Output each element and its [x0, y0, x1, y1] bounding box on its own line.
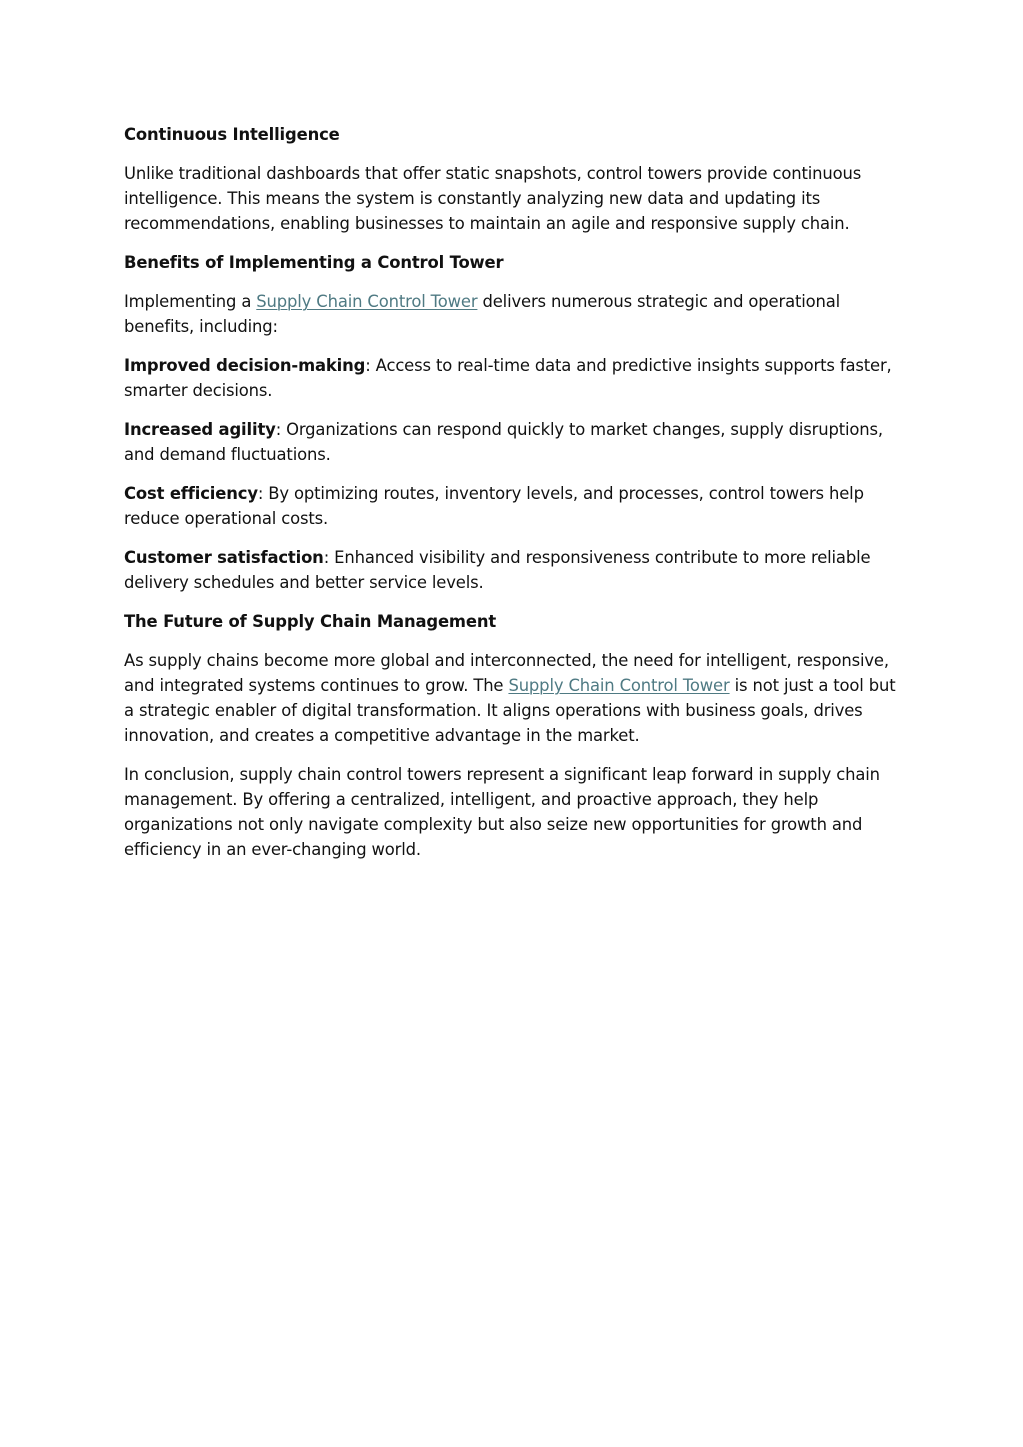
- benefit-term: Improved decision-making: [124, 356, 366, 375]
- future-text-after: is not just a tool but a strategic enabler of digital transformation. It aligns operations with business goals, drives innovation, and creates a competitive advantage in the market.: [124, 676, 896, 745]
- paragraph-continuous-intelligence: Unlike traditional dashboards that offer static snapshots, control towers provide continuous intelligence. This means the system is constantly analyzing new data and updating its recommendations, enabling businesses to maintain an agile and responsive supply chain.: [124, 164, 862, 233]
- paragraph-future: [124, 648, 899, 748]
- heading-future: The Future of Supply Chain Management: [124, 612, 497, 631]
- paragraph-benefits-intro: [124, 289, 899, 339]
- future-text-before: As supply chains become more global and interconnected, the need for intelligent, responsive, and integrated systems continues to grow. The: [124, 651, 889, 695]
- benefit-description: : Enhanced visibility and responsiveness contribute to more reliable delivery schedules and better service levels.: [124, 548, 871, 592]
- supply-chain-control-tower-link[interactable]: Supply Chain Control Tower: [508, 676, 730, 695]
- benefit-description: : Organizations can respond quickly to market changes, supply disruptions, and demand fluctuations.: [124, 420, 883, 464]
- benefit-description: : Access to real-time data and predictive insights supports faster, smarter decisions.: [124, 356, 892, 400]
- benefit-term: Increased agility: [124, 420, 276, 439]
- paragraph-conclusion: In conclusion, supply chain control towers represent a significant leap forward in supply chain management. By offering a centralized, intelligent, and proactive approach, they help organizations not only navigate complexity but also seize new opportunities for growth and efficiency in an ever-changing world.: [124, 765, 880, 859]
- benefit-item: [124, 353, 899, 403]
- benefit-item: [124, 417, 899, 467]
- heading-benefits: Benefits of Implementing a Control Tower: [124, 253, 504, 272]
- benefit-term: Cost efficiency: [124, 484, 258, 503]
- benefits-intro-text-after: delivers numerous strategic and operational benefits, including:: [124, 292, 841, 336]
- supply-chain-control-tower-link[interactable]: Supply Chain Control Tower: [256, 292, 478, 311]
- benefit-term: Customer satisfaction: [124, 548, 324, 567]
- benefit-item: [124, 545, 899, 595]
- benefits-intro-text-before: Implementing a: [124, 292, 257, 311]
- heading-continuous-intelligence: Continuous Intelligence: [124, 125, 340, 144]
- benefit-item: [124, 481, 899, 531]
- benefit-description: : By optimizing routes, inventory levels, and processes, control towers help reduce operational costs.: [124, 484, 864, 528]
- document-page: [124, 122, 899, 876]
